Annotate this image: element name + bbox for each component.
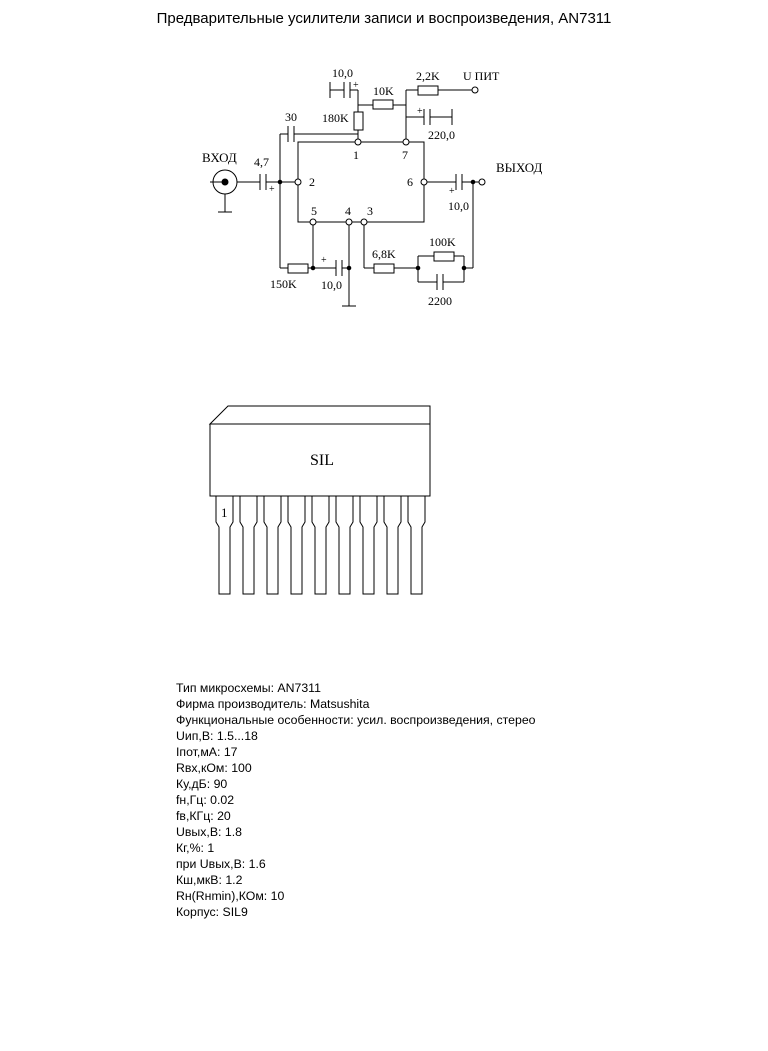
label-c-bottom: 10,0 (321, 278, 342, 292)
spec-f-high: fв,КГц: 20 (176, 809, 231, 823)
label-r-150k: 150K (270, 277, 297, 291)
spec-type: Тип микросхемы: AN7311 (176, 681, 321, 695)
pin-6-dot (421, 179, 427, 185)
spec-gain: Ку,дБ: 90 (176, 777, 228, 791)
spec-input-resistance: Rвх,кОм: 100 (176, 761, 252, 775)
label-r-2k2: 2,2K (416, 69, 440, 83)
spec-features: Функциональные особенности: усил. воспроизведения, стерео (176, 713, 536, 727)
resistor-6k8 (374, 264, 394, 273)
spec-noise: Кш,мкВ: 1.2 (176, 873, 243, 887)
package-label: SIL (310, 452, 334, 469)
input-network (210, 170, 295, 212)
label-pin4: 4 (345, 204, 351, 218)
label-pin5: 5 (311, 204, 317, 218)
label-r-6k8: 6,8K (372, 247, 396, 261)
label-r-100k: 100K (429, 235, 456, 249)
label-c-in: 4,7 (254, 155, 269, 169)
resistor-2k2 (418, 86, 438, 95)
label-vhod: ВХОД (202, 150, 237, 165)
label-r-10k: 10K (373, 84, 394, 98)
resistor-150k (288, 264, 308, 273)
spec-package: Корпус: SIL9 (176, 905, 248, 919)
label-plus: + (321, 255, 327, 266)
supply-terminal (472, 87, 478, 93)
spec-f-low: fн,Гц: 0.02 (176, 793, 235, 807)
label-plus: + (417, 106, 423, 117)
spec-thd: Кг,%: 1 (176, 841, 215, 855)
resistor-100k (434, 252, 454, 261)
package-top-bevel (210, 406, 430, 424)
label-pin2: 2 (309, 175, 315, 189)
spec-load: Rн(Rнmin),КОм: 10 (176, 889, 285, 903)
pin-7-dot (403, 139, 409, 145)
resistor-10k (373, 100, 393, 109)
pin-5-dot (310, 219, 316, 225)
label-c-30: 30 (285, 110, 297, 124)
spec-list (176, 680, 536, 920)
output-network (427, 174, 485, 268)
label-pin6: 6 (407, 175, 413, 189)
pin-2-dot (295, 179, 301, 185)
output-terminal (479, 179, 485, 185)
package-leads (216, 496, 425, 594)
spec-thd-condition: при Uвых,В: 1.6 (176, 857, 266, 871)
page-title: Предварительные усилители записи и воспроизведения, AN7311 (156, 10, 612, 27)
label-pin7: 7 (402, 148, 408, 162)
label-c-out: 10,0 (448, 199, 469, 213)
spec-current: Iпот,мА: 17 (176, 745, 238, 759)
pin-4-dot (346, 219, 352, 225)
sil-package (210, 406, 430, 594)
label-c-220: 220,0 (428, 128, 455, 142)
label-r-180k: 180K (322, 111, 349, 125)
spec-supply-voltage: Uип,В: 1.5...18 (176, 729, 258, 743)
label-vyhod: ВЫХОД (496, 160, 543, 175)
pin-1-dot (355, 139, 361, 145)
label-u-pit: U ПИТ (463, 69, 500, 83)
label-pin3: 3 (367, 204, 373, 218)
package-pin1-label: 1 (221, 505, 228, 520)
label-c-top: 10,0 (332, 66, 353, 80)
label-plus: + (269, 184, 275, 195)
resistor-180k (354, 112, 363, 130)
label-c-2200: 2200 (428, 294, 452, 308)
spec-manufacturer: Фирма производитель: Matsushita (176, 697, 370, 711)
label-pin1: 1 (353, 148, 359, 162)
pin-3-dot (361, 219, 367, 225)
label-plus: + (353, 80, 359, 91)
spec-output-voltage: Uвых,В: 1.8 (176, 825, 242, 839)
label-plus: + (449, 186, 455, 197)
